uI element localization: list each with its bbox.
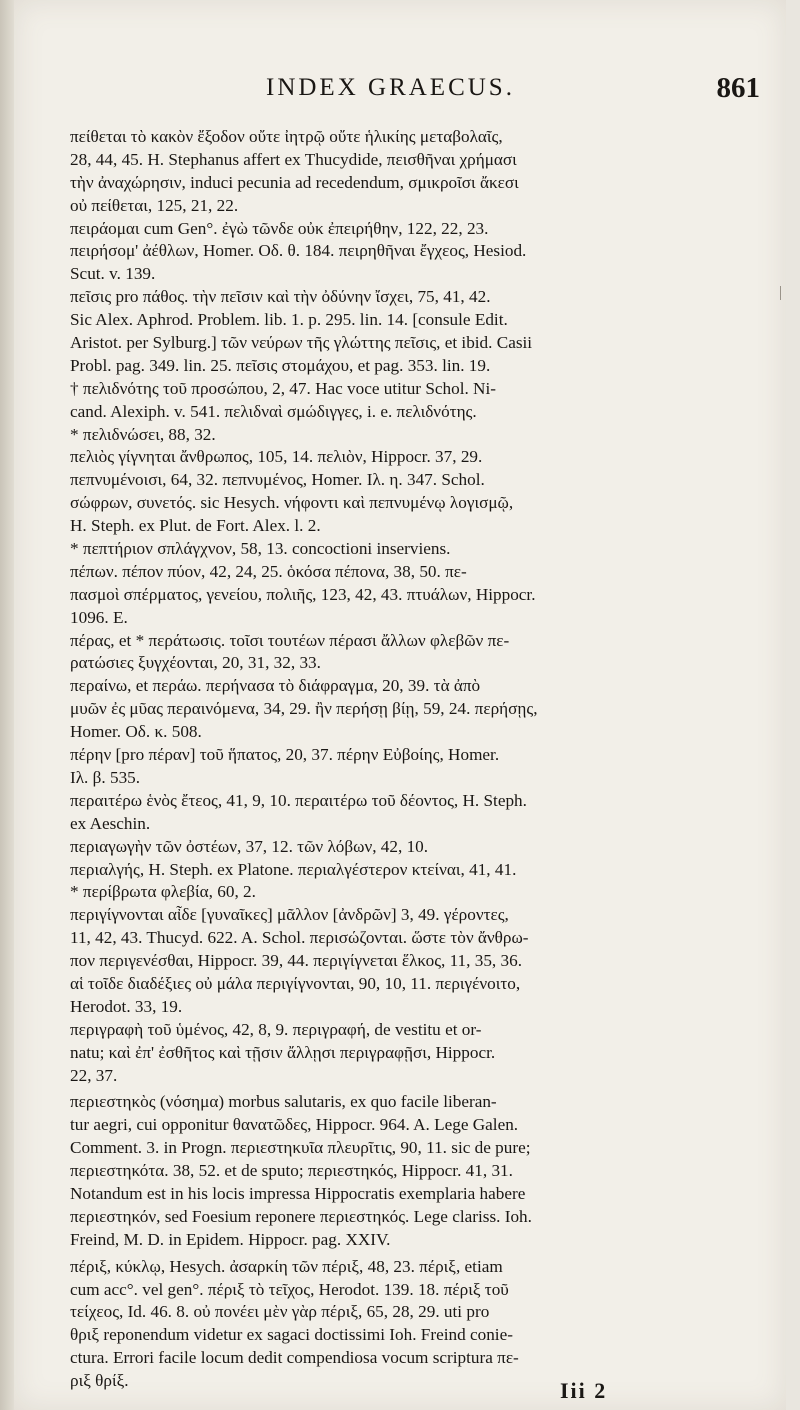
index-entry — [70, 859, 762, 882]
entry-line: θριξ reponendum videtur ex sagaci doctissimi Ioh. Freind conie- — [70, 1325, 513, 1345]
entry-line: πον περιγενέσθαι, Hippocr. 39, 44. περιγίγνεται ἕλκος, 11, 35, 36. — [70, 951, 523, 971]
index-entry — [70, 378, 762, 424]
entry-line: περιεστηκόν, sed Foesium reponere περιεστηκός. Lege clariss. Ioh. — [70, 1206, 532, 1226]
entry-line: περαιτέρω ἑνὸς ἔτεος, 41, 9, 10. περαιτέρω τοῦ δέοντος, H. Steph. — [70, 790, 527, 810]
entry-line: cum acc°. vel gen°. πέριξ τὸ τεῖχος, Herodot. 139. 18. πέριξ τοῦ — [70, 1279, 509, 1299]
entry-line: Scut. v. 139. — [70, 264, 156, 284]
entry-line: οὐ πείθεται, 125, 21, 22. — [70, 195, 239, 215]
entry-line: περιαγωγὴν τῶν ὀστέων, 37, 12. τῶν λόβων, 42, 10. — [70, 836, 429, 856]
entry-line: * πελιδνώσει, 88, 32. — [70, 424, 216, 444]
entry-line: * πεπτήριον σπλάγχνον, 58, 13. concoctioni inserviens. — [70, 539, 451, 559]
entry-line: πεπνυμένοισι, 64, 32. πεπνυμένος, Homer. Ιλ. η. 347. Schol. — [70, 470, 485, 490]
entry-line: σώφρων, συνετός. sic Hesych. νήφοντι καὶ πεπνυμένῳ λογισμῷ, — [70, 493, 514, 513]
entry-line: Herodot. 33, 19. — [70, 996, 183, 1016]
entry-line: πέριξ, κύκλῳ, Hesych. ἀσαρκίη τῶν πέριξ, 48, 23. πέριξ, etiam — [70, 1256, 503, 1276]
entry-line: πεῖσις pro πάθος. τὴν πεῖσιν καὶ τὴν ὀδύνην ἴσχει, 75, 41, 42. — [70, 287, 491, 307]
entry-line: * περίβρωτα φλεβία, 60, 2. — [70, 882, 256, 902]
entry-line: Comment. 3. in Progn. περιεστηκυῖα πλευρῖτις, 90, 11. sic de pure; — [70, 1138, 531, 1158]
entry-line: Sic Alex. Aphrod. Problem. lib. 1. p. 295. lin. 14. [consule Edit. — [70, 310, 508, 330]
entry-line: πασμοὶ σπέρματος, γενείου, πολιῆς, 123, 42, 43. πτυάλων, Hippocr. — [70, 584, 536, 604]
index-entry — [70, 446, 762, 538]
entry-line: ριξ θρίξ. — [70, 1371, 129, 1391]
entry-line: † πελιδνότης τοῦ προσώπου, 2, 47. Hac voce utitur Schol. Ni- — [70, 378, 496, 398]
index-entry — [70, 836, 762, 859]
index-entry — [70, 630, 762, 676]
entry-line: πελιὸς γίγνηται ἄνθρωπος, 105, 14. πελιὸν, Hippocr. 37, 29. — [70, 447, 483, 467]
entry-line: Freind, M. D. in Epidem. Hippocr. pag. XXIV. — [70, 1229, 391, 1249]
index-entry — [70, 538, 762, 561]
page-gutter-shadow — [0, 0, 14, 1410]
index-entry — [70, 790, 762, 836]
entry-line: tur aegri, cui opponitur θανατῶδες, Hippocr. 964. A. Lege Galen. — [70, 1115, 519, 1135]
entry-line: περιγίγνονται αἶδε [γυναῖκες] μᾶλλον [ἀνδρῶν] 3, 49. γέροντες, — [70, 905, 509, 925]
entry-line: 1096. E. — [70, 607, 128, 627]
entry-line: ρατώσιες ξυγχέονται, 20, 31, 32, 33. — [70, 653, 321, 673]
entry-line: natu; καὶ ἐπ' ἐσθῆτος καὶ τῇσιν ἄλλῃσι περιγραφῇσι, Hippocr. — [70, 1042, 496, 1062]
entry-line: 22, 37. — [70, 1065, 118, 1085]
entry-line: πείθεται τὸ κακὸν ἔξοδον οὔτε ἰητρῷ οὔτε ἡλικίης μεταβολαῖς, — [70, 127, 503, 146]
entry-line: περαίνω, et περάω. περήνασα τὸ διάφραγμα, 20, 39. τὰ ἀπὸ — [70, 676, 481, 696]
entry-line: ctura. Errori facile locum dedit compendiosa vocum scriptura πε- — [70, 1348, 519, 1368]
entry-line: περιγραφὴ τοῦ ὑμένος, 42, 8, 9. περιγραφή, de vestitu et or- — [70, 1019, 482, 1039]
page-number: 861 — [716, 72, 760, 104]
entry-line: πέρας, et * περάτωσις. τοῖσι τουτέων πέρασι ἄλλων φλεβῶν πε- — [70, 630, 510, 650]
entry-line: πέρην [pro πέραν] τοῦ ἥπατος, 20, 37. πέρην Εὐβοίης, Homer. — [70, 745, 500, 765]
index-body — [70, 126, 762, 1393]
entry-line: 28, 44, 45. H. Stephanus affert ex Thucydide, πεισθῆναι χρήμασι — [70, 149, 517, 169]
entry-line: περιαλγής, H. Steph. ex Platone. περιαλγέστερον κτείναι, 41, 41. — [70, 859, 517, 879]
running-title: INDEX GRAECUS. — [266, 74, 515, 101]
entry-line: περιεστηκὸς (νόσημα) morbus salutaris, ex quo facile liberan- — [70, 1092, 497, 1112]
entry-line: πειρήσομ' ἀέθλων, Homer. Οδ. θ. 184. πειρηθῆναι ἔγχεος, Hesiod. — [70, 241, 527, 261]
index-entry — [70, 218, 762, 287]
entry-line: περιεστηκότα. 38, 52. et de sputo; περιεστηκός, Hippocr. 41, 31. — [70, 1161, 513, 1181]
signature-mark: Iii 2 — [560, 1378, 608, 1403]
page-header — [70, 70, 760, 110]
index-entry — [70, 675, 762, 744]
entry-line: Aristot. per Sylburg.] τῶν νεύρων τῆς γλώττης πεῖσις, et ibid. Casii — [70, 333, 533, 353]
entry-line: Probl. pag. 349. lin. 25. πεῖσις στομάχου, et pag. 353. lin. 19. — [70, 355, 491, 375]
entry-line: πέπων. πέπον πύον, 42, 24, 25. ὁκόσα πέπονα, 38, 50. πε- — [70, 561, 467, 581]
index-entry — [70, 424, 762, 447]
index-entry — [70, 1091, 762, 1251]
entry-line: τὴν ἀναχώρησιν, induci pecunia ad recedendum, σμικροῖσι ἄκεσι — [70, 172, 519, 192]
entry-line: αἱ τοῖδε διαδέξιες οὐ μάλα περιγίγνονται, 90, 10, 11. περιγένοιτο, — [70, 973, 521, 993]
entry-line: Notandum est in his locis impressa Hippocratis exemplaria habere — [70, 1183, 526, 1203]
entry-line: H. Steph. ex Plut. de Fort. Alex. l. 2. — [70, 516, 321, 536]
entry-line: πειράομαι cum Gen°. ἐγὼ τῶνδε οὐκ ἐπειρήθην, 122, 22, 23. — [70, 218, 489, 238]
entry-line: Ιλ. β. 535. — [70, 767, 141, 787]
index-entry — [70, 881, 762, 904]
entry-line: Homer. Οδ. κ. 508. — [70, 722, 202, 742]
index-entry — [70, 286, 762, 378]
index-entry — [70, 126, 762, 218]
margin-mark — [780, 286, 781, 300]
entry-line: ex Aeschin. — [70, 813, 151, 833]
index-entry — [70, 744, 762, 790]
entry-line: μυῶν ἐς μῦας περαινόμενα, 34, 29. ἢν περήσῃ βίῃ, 59, 24. περήσῃς, — [70, 699, 538, 719]
index-entry — [70, 1256, 762, 1393]
entry-line: 11, 42, 43. Thucyd. 622. A. Schol. περισώζονται. ὥστε τὸν ἄνθρω- — [70, 928, 529, 948]
entry-line: cand. Alexiph. v. 541. πελιδναὶ σμώδιγγες, i. e. πελιδνότης. — [70, 401, 477, 421]
index-entry — [70, 904, 762, 1018]
entry-line: τείχεος, Id. 46. 8. οὐ πονέει μὲν γὰρ πέριξ, 65, 28, 29. uti pro — [70, 1302, 490, 1322]
index-entry — [70, 561, 762, 630]
index-entry — [70, 1019, 762, 1088]
